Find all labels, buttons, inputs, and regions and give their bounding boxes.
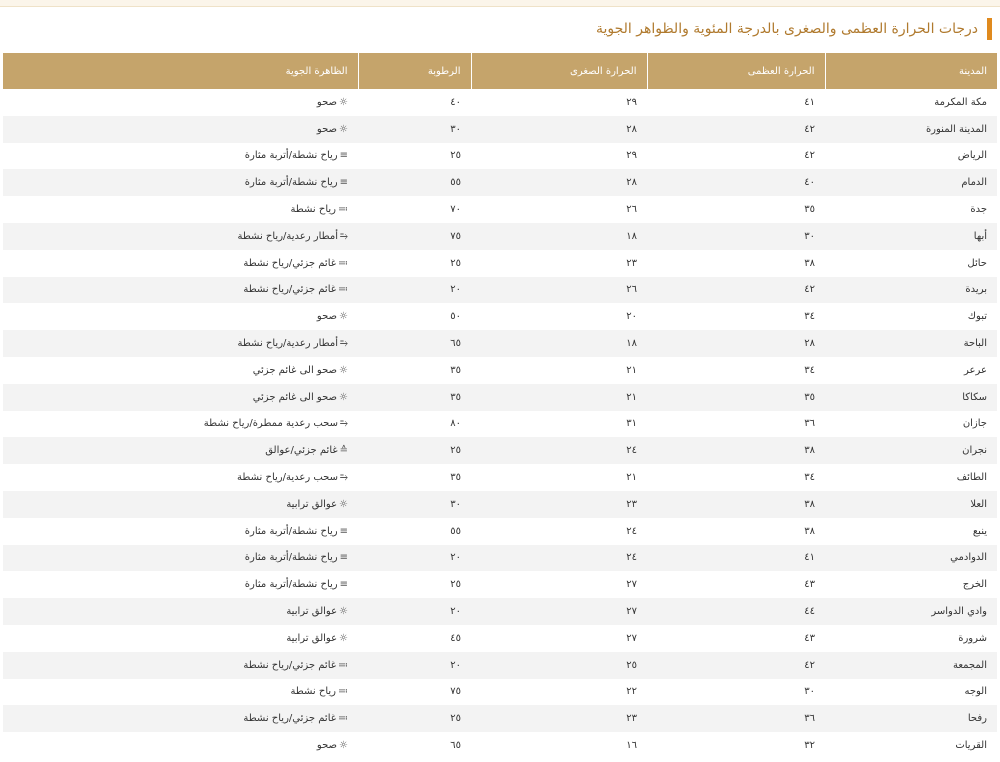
city-cell: نجران bbox=[825, 437, 997, 464]
dust-wind-icon: ≡ bbox=[339, 150, 348, 162]
weather-cell bbox=[3, 223, 358, 250]
min-temp-cell: ١٨ bbox=[471, 330, 647, 357]
weather-value bbox=[237, 472, 348, 483]
min-temp-cell: ٢٧ bbox=[471, 598, 647, 625]
min-temp-cell: ١٦ bbox=[471, 732, 647, 759]
weather-label: رياح نشطة/أتربة مثارة bbox=[244, 525, 338, 537]
humidity-cell: ٤٠ bbox=[358, 89, 471, 116]
humidity-cell: ٢٠ bbox=[358, 277, 471, 304]
weather-value bbox=[290, 686, 348, 697]
weather-label: غائم جزئي/رياح نشطة bbox=[243, 257, 336, 269]
humidity-cell: ٢٥ bbox=[358, 571, 471, 598]
min-temp-cell: ٢١ bbox=[471, 357, 647, 384]
weather-value bbox=[286, 633, 348, 644]
weather-label: غائم جزئي/رياح نشطة bbox=[243, 284, 336, 296]
max-temp-cell: ٣٨ bbox=[647, 250, 825, 277]
max-temp-cell: ٤٢ bbox=[647, 143, 825, 170]
city-cell: ينبع bbox=[825, 518, 997, 545]
sun-icon: ☼ bbox=[339, 96, 348, 108]
weather-value bbox=[253, 365, 348, 376]
header-min-temp: الحرارة الصغرى bbox=[471, 53, 647, 89]
max-temp-cell: ٣٤ bbox=[647, 357, 825, 384]
weather-cell bbox=[3, 679, 358, 706]
weather-label: سحب رعدية/رياح نشطة bbox=[237, 472, 338, 484]
humidity-cell: ٤٥ bbox=[358, 625, 471, 652]
weather-cell bbox=[3, 491, 358, 518]
title-accent-bar bbox=[987, 18, 992, 40]
humidity-cell: ٧٥ bbox=[358, 679, 471, 706]
table-row bbox=[3, 196, 997, 223]
city-cell: وادي الدواسر bbox=[825, 598, 997, 625]
cloud-wind-icon: ≔ bbox=[338, 713, 348, 725]
weather-label: صحو الى غائم جزئي bbox=[252, 391, 338, 403]
weather-cell bbox=[3, 116, 358, 143]
city-cell: جازان bbox=[825, 411, 997, 438]
thunder-wind-icon: ⥱ bbox=[340, 338, 348, 350]
weather-cell bbox=[3, 652, 358, 679]
min-temp-cell: ٢٩ bbox=[471, 143, 647, 170]
weather-value bbox=[317, 311, 348, 322]
max-temp-cell: ٤١ bbox=[647, 89, 825, 116]
humidity-cell: ٦٥ bbox=[358, 732, 471, 759]
partly-sunny-icon: ☼ bbox=[339, 391, 348, 403]
weather-value bbox=[290, 204, 348, 215]
max-temp-cell: ٣٨ bbox=[647, 491, 825, 518]
weather-label: صحو bbox=[316, 311, 338, 323]
humidity-cell: ٥٠ bbox=[358, 303, 471, 330]
weather-cell bbox=[3, 571, 358, 598]
partly-sunny-icon: ☼ bbox=[339, 498, 348, 510]
page-title: درجات الحرارة العظمى والصغرى بالدرجة المئوية والظواهر الجوية bbox=[595, 21, 978, 37]
weather-value bbox=[286, 606, 348, 617]
min-temp-cell: ٢٦ bbox=[471, 196, 647, 223]
max-temp-cell: ٤٣ bbox=[647, 571, 825, 598]
dust-wind-icon: ≡ bbox=[339, 579, 348, 591]
weather-label: رياح نشطة/أتربة مثارة bbox=[244, 552, 338, 564]
max-temp-cell: ٤٣ bbox=[647, 625, 825, 652]
weather-cell bbox=[3, 303, 358, 330]
table-row bbox=[3, 598, 997, 625]
city-cell: القريات bbox=[825, 732, 997, 759]
weather-value bbox=[317, 740, 348, 751]
weather-label: رياح نشطة/أتربة مثارة bbox=[244, 150, 338, 162]
table-row bbox=[3, 411, 997, 438]
max-temp-cell: ٣٦ bbox=[647, 705, 825, 732]
min-temp-cell: ٢٨ bbox=[471, 116, 647, 143]
min-temp-cell: ٢٤ bbox=[471, 518, 647, 545]
weather-label: رياح نشطة bbox=[290, 204, 336, 216]
thunder-wind-icon: ⥱ bbox=[340, 418, 348, 430]
dust-wind-icon: ≡ bbox=[339, 177, 348, 189]
humidity-cell: ٣٥ bbox=[358, 464, 471, 491]
table-row bbox=[3, 545, 997, 572]
weather-value bbox=[317, 97, 348, 108]
cloud-wind-icon: ≔ bbox=[338, 257, 348, 269]
city-cell: مكة المكرمة bbox=[825, 89, 997, 116]
humidity-cell: ٧٥ bbox=[358, 223, 471, 250]
city-cell: شرورة bbox=[825, 625, 997, 652]
table-row bbox=[3, 625, 997, 652]
table-row bbox=[3, 384, 997, 411]
weather-table bbox=[3, 53, 997, 759]
weather-cell bbox=[3, 250, 358, 277]
header-weather: الظاهرة الجوية bbox=[3, 53, 358, 89]
weather-cell bbox=[3, 196, 358, 223]
cloud-wind-icon: ≔ bbox=[338, 284, 348, 296]
max-temp-cell: ٢٨ bbox=[647, 330, 825, 357]
weather-value bbox=[265, 445, 348, 456]
weather-cell bbox=[3, 330, 358, 357]
max-temp-cell: ٤٠ bbox=[647, 169, 825, 196]
min-temp-cell: ٢٣ bbox=[471, 491, 647, 518]
city-cell: المدينة المنورة bbox=[825, 116, 997, 143]
humidity-cell: ٢٥ bbox=[358, 705, 471, 732]
weather-label: سحب رعدية ممطرة/رياح نشطة bbox=[203, 418, 338, 430]
min-temp-cell: ٢٧ bbox=[471, 571, 647, 598]
city-cell: العلا bbox=[825, 491, 997, 518]
humidity-cell: ٨٠ bbox=[358, 411, 471, 438]
max-temp-cell: ٣٤ bbox=[647, 464, 825, 491]
weather-label: غائم جزئي/رياح نشطة bbox=[243, 713, 336, 725]
dust-wind-icon: ≡ bbox=[339, 552, 348, 564]
weather-value bbox=[204, 418, 348, 429]
cloud-wind-icon: ≔ bbox=[338, 659, 348, 671]
weather-value bbox=[245, 579, 348, 590]
weather-label: عوالق ترابية bbox=[286, 606, 338, 618]
max-temp-cell: ٤٢ bbox=[647, 116, 825, 143]
weather-cell bbox=[3, 545, 358, 572]
table-row bbox=[3, 303, 997, 330]
max-temp-cell: ٣٢ bbox=[647, 732, 825, 759]
max-temp-cell: ٣٠ bbox=[647, 679, 825, 706]
sun-icon: ☼ bbox=[339, 311, 348, 323]
max-temp-cell: ٤٢ bbox=[647, 277, 825, 304]
table-row bbox=[3, 277, 997, 304]
city-cell: جدة bbox=[825, 196, 997, 223]
humidity-cell: ٥٥ bbox=[358, 518, 471, 545]
max-temp-cell: ٣٥ bbox=[647, 384, 825, 411]
header-humidity: الرطوبة bbox=[358, 53, 471, 89]
city-cell: عرعر bbox=[825, 357, 997, 384]
thunder-wind-icon: ⥱ bbox=[340, 472, 348, 484]
max-temp-cell: ٣٨ bbox=[647, 437, 825, 464]
city-cell: سكاكا bbox=[825, 384, 997, 411]
table-row bbox=[3, 571, 997, 598]
table-row bbox=[3, 89, 997, 116]
city-cell: الطائف bbox=[825, 464, 997, 491]
table-row bbox=[3, 705, 997, 732]
weather-label: غائم جزئي/رياح نشطة bbox=[243, 659, 336, 671]
weather-label: رياح نشطة/أتربة مثارة bbox=[244, 177, 338, 189]
weather-label: رياح نشطة/أتربة مثارة bbox=[244, 579, 338, 591]
weather-cell bbox=[3, 625, 358, 652]
weather-value bbox=[243, 284, 348, 295]
min-temp-cell: ٢٨ bbox=[471, 169, 647, 196]
weather-cell bbox=[3, 464, 358, 491]
weather-cell bbox=[3, 89, 358, 116]
partly-sunny-icon: ☼ bbox=[339, 606, 348, 618]
city-cell: الدمام bbox=[825, 169, 997, 196]
humidity-cell: ٧٠ bbox=[358, 196, 471, 223]
humidity-cell: ٣٠ bbox=[358, 116, 471, 143]
weather-value bbox=[237, 231, 348, 242]
thunder-wind-icon: ⥱ bbox=[340, 230, 348, 242]
humidity-cell: ٦٥ bbox=[358, 330, 471, 357]
weather-cell bbox=[3, 143, 358, 170]
max-temp-cell: ٣٠ bbox=[647, 223, 825, 250]
weather-cell bbox=[3, 411, 358, 438]
city-cell: المجمعة bbox=[825, 652, 997, 679]
table-row bbox=[3, 652, 997, 679]
weather-value bbox=[237, 338, 348, 349]
weather-value bbox=[243, 660, 348, 671]
table-row bbox=[3, 143, 997, 170]
city-cell: الرياض bbox=[825, 143, 997, 170]
section-header bbox=[0, 18, 992, 40]
min-temp-cell: ٢١ bbox=[471, 384, 647, 411]
humidity-cell: ٣٥ bbox=[358, 384, 471, 411]
max-temp-cell: ٤١ bbox=[647, 545, 825, 572]
table-row bbox=[3, 223, 997, 250]
table-row bbox=[3, 491, 997, 518]
weather-cell bbox=[3, 169, 358, 196]
city-cell: الدوادمي bbox=[825, 545, 997, 572]
city-cell: رفحا bbox=[825, 705, 997, 732]
weather-label: عوالق ترابية bbox=[286, 498, 338, 510]
max-temp-cell: ٤٢ bbox=[647, 652, 825, 679]
min-temp-cell: ٢٢ bbox=[471, 679, 647, 706]
humidity-cell: ٢٥ bbox=[358, 143, 471, 170]
header-max-temp: الحرارة العظمى bbox=[647, 53, 825, 89]
weather-label: صحو bbox=[316, 740, 338, 752]
city-cell: الوجه bbox=[825, 679, 997, 706]
city-cell: الخرج bbox=[825, 571, 997, 598]
min-temp-cell: ٢٤ bbox=[471, 437, 647, 464]
weather-cell bbox=[3, 598, 358, 625]
weather-cell bbox=[3, 357, 358, 384]
table-row bbox=[3, 116, 997, 143]
min-temp-cell: ٢٧ bbox=[471, 625, 647, 652]
humidity-cell: ٢٠ bbox=[358, 545, 471, 572]
min-temp-cell: ٢٤ bbox=[471, 545, 647, 572]
humidity-cell: ٢٥ bbox=[358, 250, 471, 277]
weather-value bbox=[253, 392, 348, 403]
weather-cell bbox=[3, 518, 358, 545]
weather-value bbox=[317, 124, 348, 135]
header-city: المدينة bbox=[825, 53, 997, 89]
min-temp-cell: ٢٣ bbox=[471, 250, 647, 277]
min-temp-cell: ٢٥ bbox=[471, 652, 647, 679]
max-temp-cell: ٣٥ bbox=[647, 196, 825, 223]
wind-icon: ≔ bbox=[338, 204, 348, 216]
city-cell: تبوك bbox=[825, 303, 997, 330]
table-row bbox=[3, 250, 997, 277]
min-temp-cell: ٢٦ bbox=[471, 277, 647, 304]
min-temp-cell: ١٨ bbox=[471, 223, 647, 250]
weather-cell bbox=[3, 705, 358, 732]
weather-label: رياح نشطة bbox=[290, 686, 336, 698]
humidity-cell: ٢٥ bbox=[358, 437, 471, 464]
min-temp-cell: ٣١ bbox=[471, 411, 647, 438]
table-row bbox=[3, 437, 997, 464]
max-temp-cell: ٤٤ bbox=[647, 598, 825, 625]
weather-label: صحو bbox=[316, 123, 338, 135]
weather-value bbox=[286, 499, 348, 510]
humidity-cell: ٥٥ bbox=[358, 169, 471, 196]
table-row bbox=[3, 357, 997, 384]
weather-value bbox=[243, 258, 348, 269]
table-row bbox=[3, 732, 997, 759]
weather-value bbox=[243, 713, 348, 724]
weather-cell bbox=[3, 277, 358, 304]
weather-label: أمطار رعدية/رياح نشطة bbox=[237, 338, 338, 350]
weather-value bbox=[245, 177, 348, 188]
partly-sunny-icon: ☼ bbox=[339, 632, 348, 644]
wind-icon: ≔ bbox=[338, 686, 348, 698]
humidity-cell: ٣٠ bbox=[358, 491, 471, 518]
weather-value bbox=[245, 552, 348, 563]
haze-icon: ≙ bbox=[339, 445, 348, 457]
sun-icon: ☼ bbox=[339, 740, 348, 752]
table-row bbox=[3, 518, 997, 545]
weather-cell bbox=[3, 384, 358, 411]
weather-label: صحو bbox=[316, 96, 338, 108]
humidity-cell: ٣٥ bbox=[358, 357, 471, 384]
weather-cell bbox=[3, 437, 358, 464]
weather-label: أمطار رعدية/رياح نشطة bbox=[237, 230, 338, 242]
min-temp-cell: ٢٣ bbox=[471, 705, 647, 732]
city-cell: حائل bbox=[825, 250, 997, 277]
partly-sunny-icon: ☼ bbox=[339, 364, 348, 376]
weather-cell bbox=[3, 732, 358, 759]
sun-icon: ☼ bbox=[339, 123, 348, 135]
city-cell: أبها bbox=[825, 223, 997, 250]
max-temp-cell: ٣٨ bbox=[647, 518, 825, 545]
dust-wind-icon: ≡ bbox=[339, 525, 348, 537]
weather-label: عوالق ترابية bbox=[286, 632, 338, 644]
table-row bbox=[3, 679, 997, 706]
min-temp-cell: ٢٩ bbox=[471, 89, 647, 116]
weather-value bbox=[245, 150, 348, 161]
city-cell: بريدة bbox=[825, 277, 997, 304]
weather-value bbox=[245, 526, 348, 537]
city-cell: الباحة bbox=[825, 330, 997, 357]
table-row bbox=[3, 169, 997, 196]
humidity-cell: ٢٠ bbox=[358, 598, 471, 625]
min-temp-cell: ٢٠ bbox=[471, 303, 647, 330]
max-temp-cell: ٣٤ bbox=[647, 303, 825, 330]
table-row bbox=[3, 464, 997, 491]
table-row bbox=[3, 330, 997, 357]
humidity-cell: ٢٠ bbox=[358, 652, 471, 679]
weather-label: غائم جزئي/عوالق bbox=[265, 445, 338, 457]
table-header-row bbox=[3, 53, 997, 89]
min-temp-cell: ٢١ bbox=[471, 464, 647, 491]
max-temp-cell: ٣٦ bbox=[647, 411, 825, 438]
top-strip bbox=[0, 0, 1000, 7]
weather-label: صحو الى غائم جزئي bbox=[252, 364, 338, 376]
